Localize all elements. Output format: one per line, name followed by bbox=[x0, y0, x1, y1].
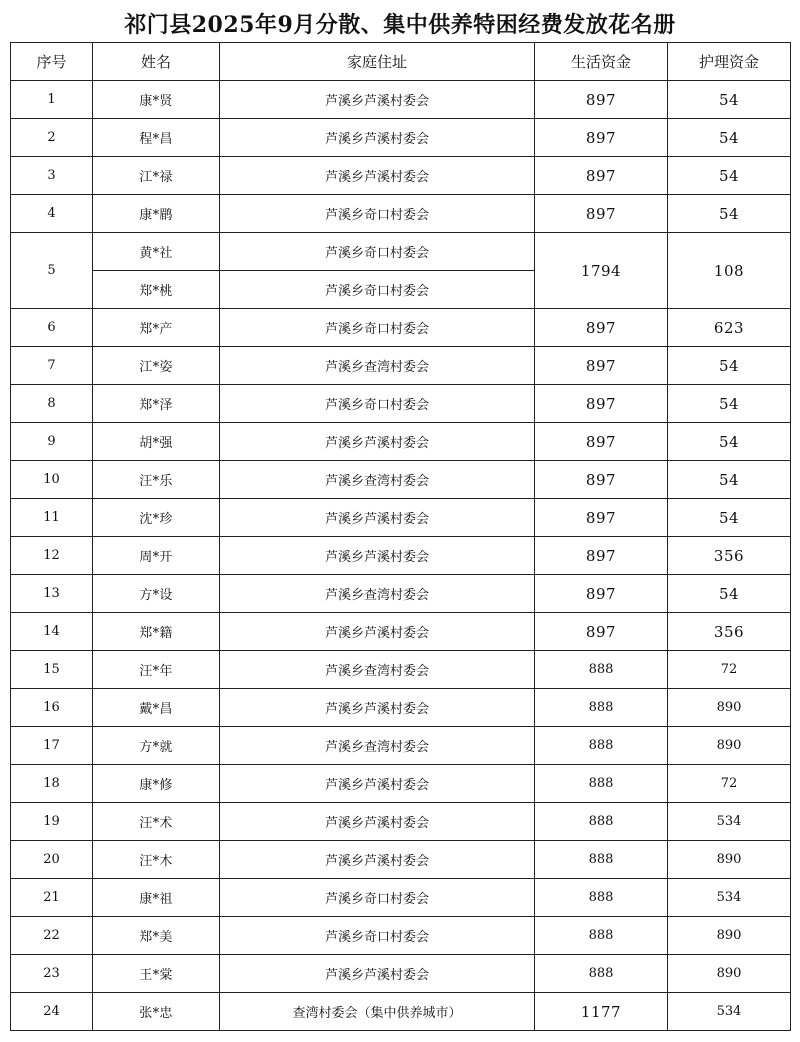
home-address: 芦溪乡查湾村委会 bbox=[220, 461, 535, 499]
care-fund: 890 bbox=[668, 955, 791, 993]
header-care-fund: 护理资金 bbox=[668, 43, 791, 81]
living-fund: 897 bbox=[535, 499, 668, 537]
header-name: 姓名 bbox=[93, 43, 220, 81]
living-fund: 888 bbox=[535, 917, 668, 955]
table-row bbox=[11, 841, 791, 879]
living-fund: 897 bbox=[535, 157, 668, 195]
row-number: 5 bbox=[11, 233, 93, 309]
row-number: 18 bbox=[11, 765, 93, 803]
living-fund: 888 bbox=[535, 841, 668, 879]
person-name: 郑*桃 bbox=[93, 271, 220, 309]
table-row bbox=[11, 81, 791, 119]
roster-table bbox=[10, 42, 791, 1031]
living-fund: 888 bbox=[535, 879, 668, 917]
table-row bbox=[11, 309, 791, 347]
home-address: 芦溪乡查湾村委会 bbox=[220, 347, 535, 385]
row-number: 3 bbox=[11, 157, 93, 195]
table-row bbox=[11, 803, 791, 841]
row-number: 16 bbox=[11, 689, 93, 727]
care-fund: 54 bbox=[668, 575, 791, 613]
person-name: 戴*昌 bbox=[93, 689, 220, 727]
roster-body bbox=[11, 81, 791, 1031]
header-row bbox=[11, 43, 791, 81]
care-fund: 54 bbox=[668, 347, 791, 385]
table-row bbox=[11, 993, 791, 1031]
person-name: 郑*籍 bbox=[93, 613, 220, 651]
living-fund: 897 bbox=[535, 309, 668, 347]
row-number: 15 bbox=[11, 651, 93, 689]
person-name: 康*贤 bbox=[93, 81, 220, 119]
row-number: 9 bbox=[11, 423, 93, 461]
home-address: 芦溪乡奇口村委会 bbox=[220, 309, 535, 347]
header-address: 家庭住址 bbox=[220, 43, 535, 81]
row-number: 24 bbox=[11, 993, 93, 1031]
living-fund: 897 bbox=[535, 613, 668, 651]
person-name: 程*昌 bbox=[93, 119, 220, 157]
home-address: 芦溪乡芦溪村委会 bbox=[220, 157, 535, 195]
home-address: 芦溪乡芦溪村委会 bbox=[220, 803, 535, 841]
living-fund: 897 bbox=[535, 575, 668, 613]
row-number: 14 bbox=[11, 613, 93, 651]
home-address: 芦溪乡查湾村委会 bbox=[220, 727, 535, 765]
person-name: 张*忠 bbox=[93, 993, 220, 1031]
care-fund: 72 bbox=[668, 765, 791, 803]
care-fund: 890 bbox=[668, 841, 791, 879]
home-address: 芦溪乡芦溪村委会 bbox=[220, 689, 535, 727]
table-row bbox=[11, 195, 791, 233]
person-name: 康*祖 bbox=[93, 879, 220, 917]
home-address: 芦溪乡查湾村委会 bbox=[220, 651, 535, 689]
living-fund: 888 bbox=[535, 651, 668, 689]
home-address: 芦溪乡芦溪村委会 bbox=[220, 81, 535, 119]
header-no: 序号 bbox=[11, 43, 93, 81]
table-row bbox=[11, 423, 791, 461]
care-fund: 890 bbox=[668, 727, 791, 765]
care-fund: 54 bbox=[668, 157, 791, 195]
care-fund: 890 bbox=[668, 917, 791, 955]
table-row bbox=[11, 537, 791, 575]
table-row bbox=[11, 765, 791, 803]
home-address: 查湾村委会（集中供养城市） bbox=[220, 993, 535, 1031]
person-name: 郑*泽 bbox=[93, 385, 220, 423]
home-address: 芦溪乡芦溪村委会 bbox=[220, 841, 535, 879]
table-row bbox=[11, 613, 791, 651]
table-row bbox=[11, 917, 791, 955]
person-name: 胡*强 bbox=[93, 423, 220, 461]
home-address: 芦溪乡奇口村委会 bbox=[220, 917, 535, 955]
care-fund: 356 bbox=[668, 537, 791, 575]
row-number: 6 bbox=[11, 309, 93, 347]
row-number: 12 bbox=[11, 537, 93, 575]
row-number: 23 bbox=[11, 955, 93, 993]
row-number: 2 bbox=[11, 119, 93, 157]
person-name: 郑*产 bbox=[93, 309, 220, 347]
table-row bbox=[11, 955, 791, 993]
living-fund: 897 bbox=[535, 537, 668, 575]
home-address: 芦溪乡芦溪村委会 bbox=[220, 613, 535, 651]
person-name: 沈*珍 bbox=[93, 499, 220, 537]
row-number: 4 bbox=[11, 195, 93, 233]
living-fund: 897 bbox=[535, 119, 668, 157]
home-address: 芦溪乡芦溪村委会 bbox=[220, 499, 535, 537]
table-row bbox=[11, 651, 791, 689]
home-address: 芦溪乡芦溪村委会 bbox=[220, 423, 535, 461]
home-address: 芦溪乡奇口村委会 bbox=[220, 879, 535, 917]
care-fund: 54 bbox=[668, 423, 791, 461]
person-name: 王*棠 bbox=[93, 955, 220, 993]
care-fund: 54 bbox=[668, 499, 791, 537]
living-fund: 888 bbox=[535, 803, 668, 841]
care-fund: 54 bbox=[668, 119, 791, 157]
person-name: 汪*年 bbox=[93, 651, 220, 689]
table-row bbox=[11, 233, 791, 271]
living-fund: 888 bbox=[535, 727, 668, 765]
living-fund: 897 bbox=[535, 385, 668, 423]
care-fund: 623 bbox=[668, 309, 791, 347]
person-name: 周*开 bbox=[93, 537, 220, 575]
row-number: 10 bbox=[11, 461, 93, 499]
person-name: 方*就 bbox=[93, 727, 220, 765]
home-address: 芦溪乡芦溪村委会 bbox=[220, 119, 535, 157]
person-name: 方*设 bbox=[93, 575, 220, 613]
living-fund: 1177 bbox=[535, 993, 668, 1031]
care-fund: 534 bbox=[668, 803, 791, 841]
row-number: 11 bbox=[11, 499, 93, 537]
person-name: 黄*社 bbox=[93, 233, 220, 271]
person-name: 江*姿 bbox=[93, 347, 220, 385]
living-fund: 897 bbox=[535, 461, 668, 499]
row-number: 13 bbox=[11, 575, 93, 613]
table-row bbox=[11, 385, 791, 423]
row-number: 19 bbox=[11, 803, 93, 841]
home-address: 芦溪乡芦溪村委会 bbox=[220, 537, 535, 575]
row-number: 17 bbox=[11, 727, 93, 765]
home-address: 芦溪乡奇口村委会 bbox=[220, 385, 535, 423]
living-fund: 888 bbox=[535, 689, 668, 727]
care-fund: 108 bbox=[668, 233, 791, 309]
row-number: 20 bbox=[11, 841, 93, 879]
home-address: 芦溪乡奇口村委会 bbox=[220, 271, 535, 309]
care-fund: 54 bbox=[668, 461, 791, 499]
person-name: 汪*木 bbox=[93, 841, 220, 879]
table-row bbox=[11, 879, 791, 917]
home-address: 芦溪乡奇口村委会 bbox=[220, 195, 535, 233]
living-fund: 888 bbox=[535, 955, 668, 993]
table-row bbox=[11, 119, 791, 157]
living-fund: 888 bbox=[535, 765, 668, 803]
care-fund: 534 bbox=[668, 993, 791, 1031]
person-name: 汪*乐 bbox=[93, 461, 220, 499]
table-row bbox=[11, 499, 791, 537]
header-living-fund: 生活资金 bbox=[535, 43, 668, 81]
person-name: 康*修 bbox=[93, 765, 220, 803]
care-fund: 54 bbox=[668, 195, 791, 233]
row-number: 8 bbox=[11, 385, 93, 423]
table-row bbox=[11, 689, 791, 727]
row-number: 1 bbox=[11, 81, 93, 119]
table-row bbox=[11, 157, 791, 195]
home-address: 芦溪乡查湾村委会 bbox=[220, 575, 535, 613]
table-row bbox=[11, 347, 791, 385]
living-fund: 897 bbox=[535, 423, 668, 461]
row-number: 21 bbox=[11, 879, 93, 917]
table-row bbox=[11, 727, 791, 765]
home-address: 芦溪乡奇口村委会 bbox=[220, 233, 535, 271]
living-fund: 897 bbox=[535, 81, 668, 119]
care-fund: 54 bbox=[668, 385, 791, 423]
care-fund: 356 bbox=[668, 613, 791, 651]
care-fund: 72 bbox=[668, 651, 791, 689]
home-address: 芦溪乡芦溪村委会 bbox=[220, 955, 535, 993]
care-fund: 890 bbox=[668, 689, 791, 727]
care-fund: 534 bbox=[668, 879, 791, 917]
home-address: 芦溪乡芦溪村委会 bbox=[220, 765, 535, 803]
table-row bbox=[11, 461, 791, 499]
care-fund: 54 bbox=[668, 81, 791, 119]
person-name: 汪*术 bbox=[93, 803, 220, 841]
row-number: 22 bbox=[11, 917, 93, 955]
living-fund: 897 bbox=[535, 195, 668, 233]
document-title: 祁门县2025年9月分散、集中供养特困经费发放花名册 bbox=[124, 12, 676, 38]
table-row bbox=[11, 575, 791, 613]
living-fund: 897 bbox=[535, 347, 668, 385]
person-name: 郑*美 bbox=[93, 917, 220, 955]
living-fund: 1794 bbox=[535, 233, 668, 309]
person-name: 康*鹛 bbox=[93, 195, 220, 233]
row-number: 7 bbox=[11, 347, 93, 385]
person-name: 江*禄 bbox=[93, 157, 220, 195]
